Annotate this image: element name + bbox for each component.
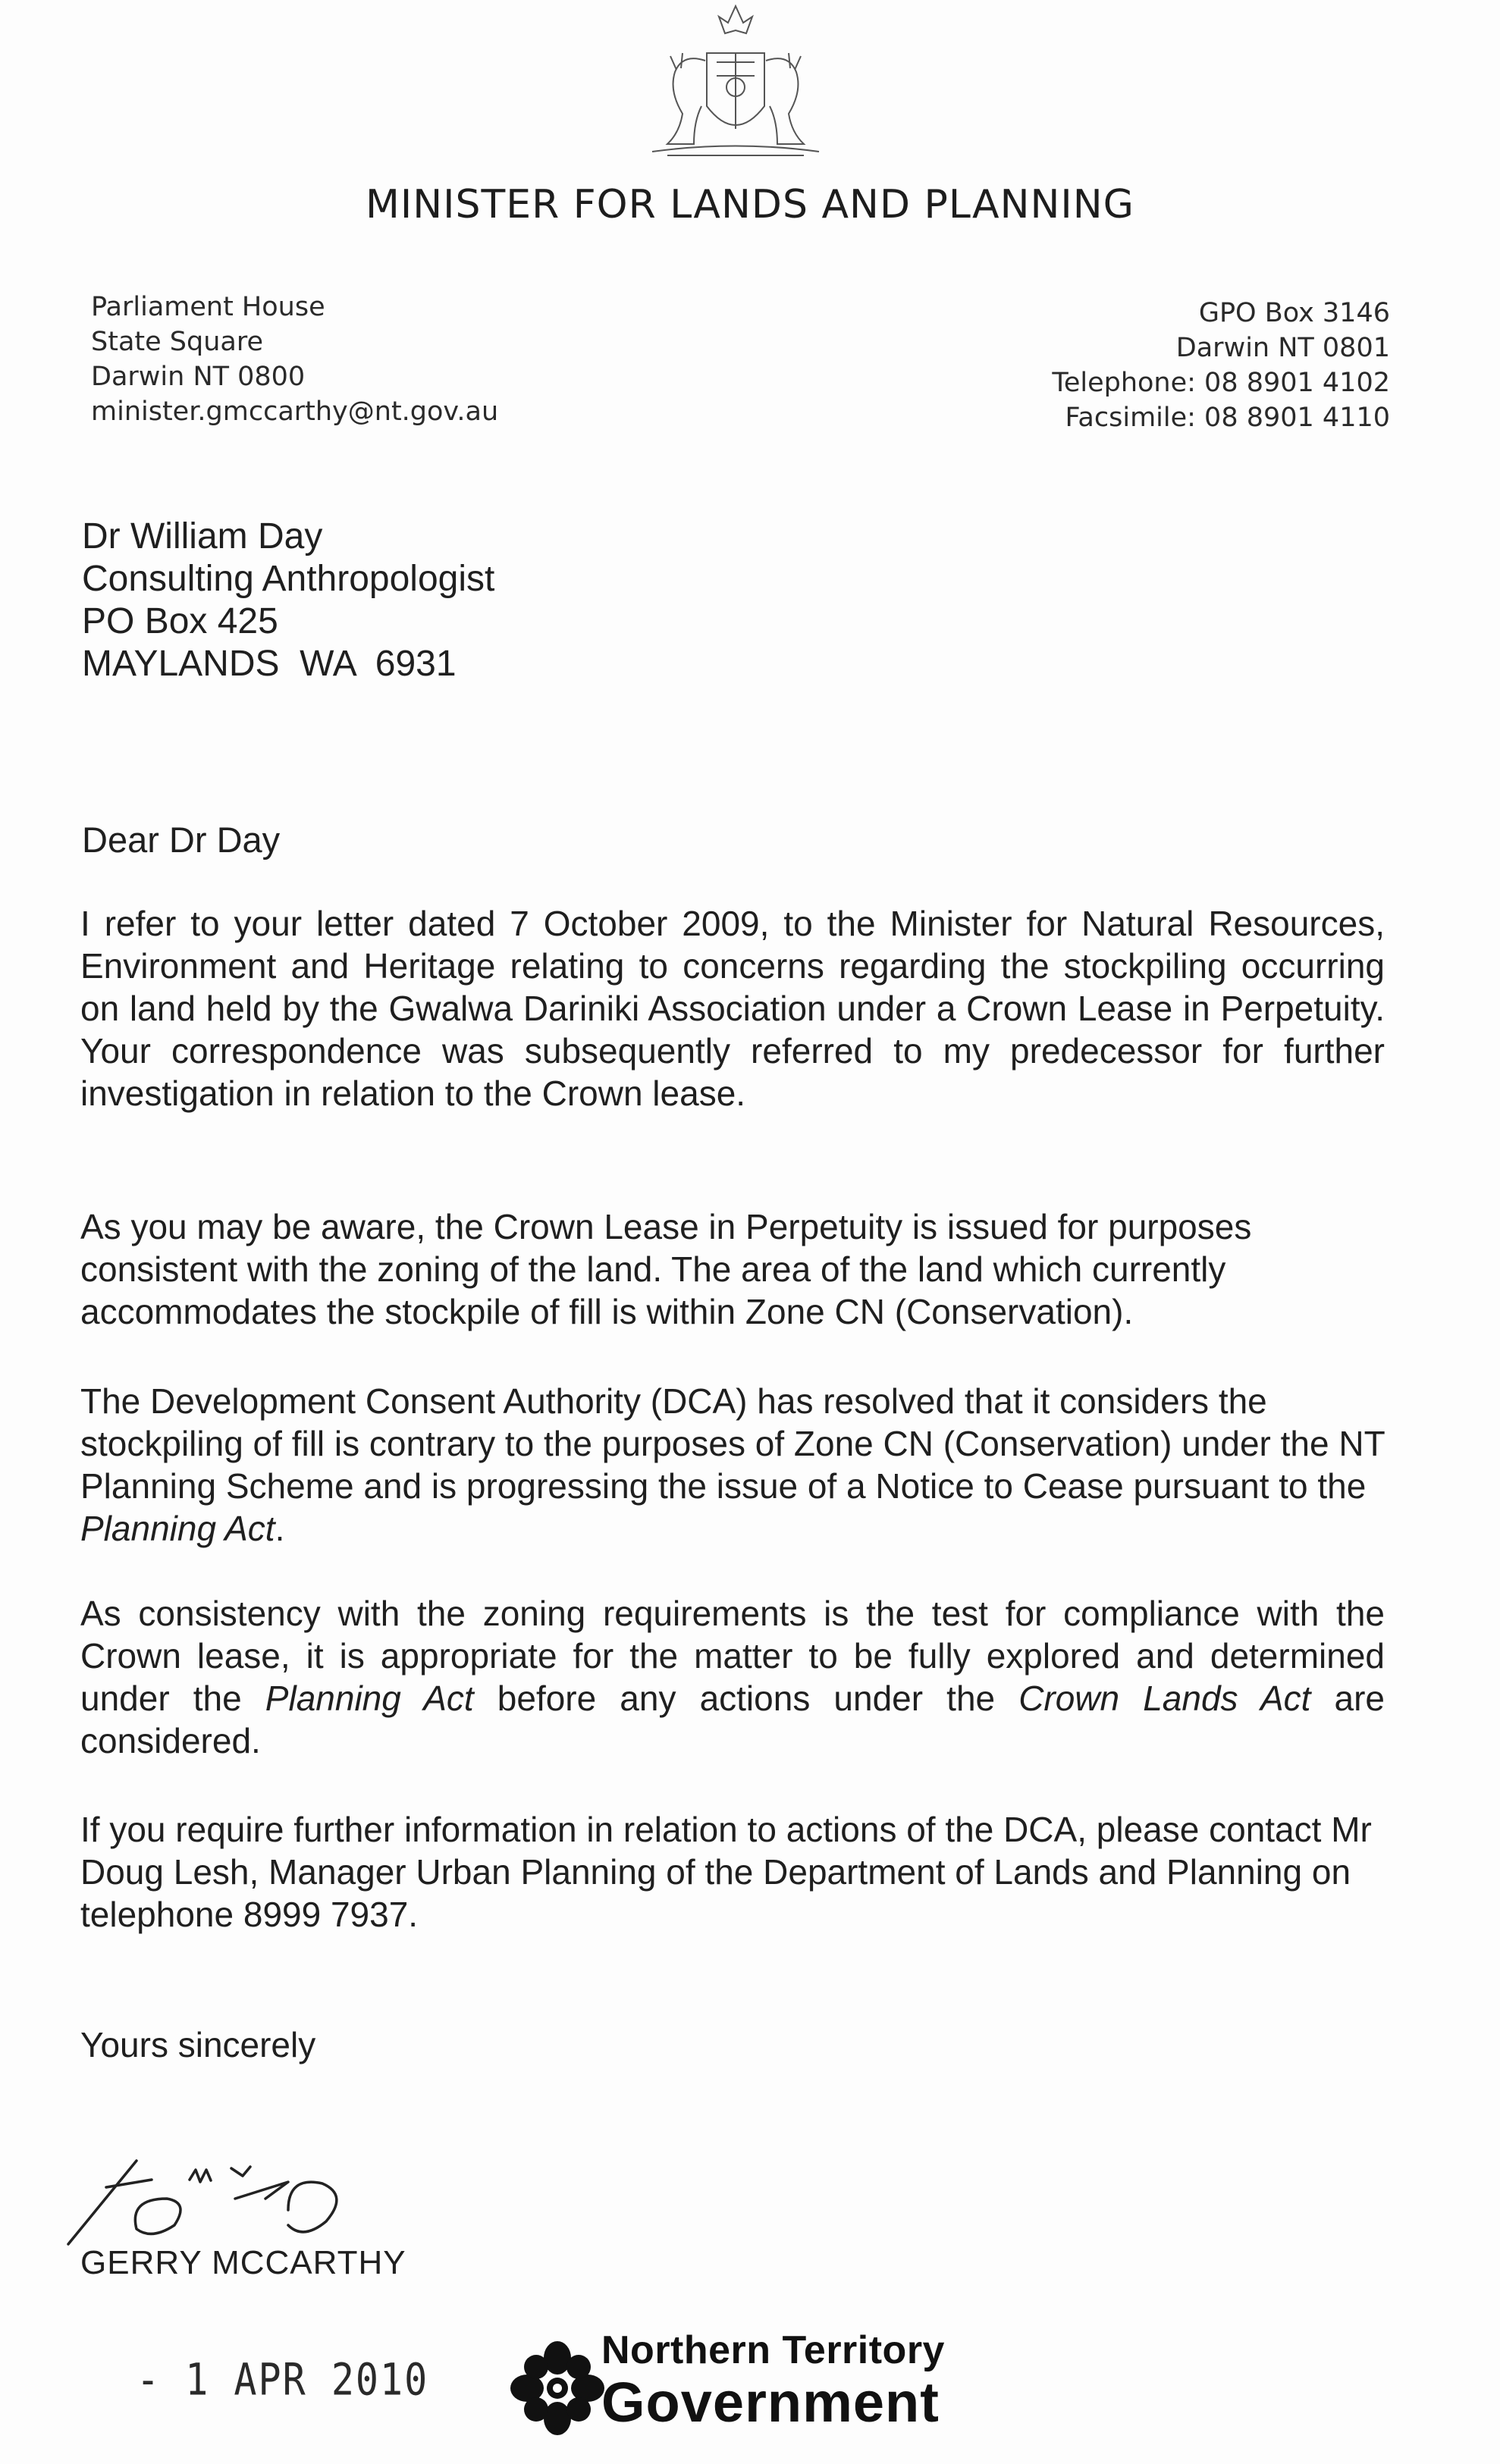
signatory-name: GERRY MCCARTHY [80, 2244, 406, 2281]
paragraph-4-end: are considered. [80, 1679, 1385, 1760]
recipient-address [82, 516, 494, 685]
logo-line-government: Government [601, 2371, 940, 2434]
address-line: GPO Box 3146 [1198, 298, 1390, 328]
telephone-line: Telephone: 08 8901 4102 [1052, 368, 1390, 398]
paragraph-4-text: As consistency with the zoning requirements is the test for compliance with the Crown lease, it is appropriate for the matter to be fully explored and determined under the [80, 1594, 1385, 1718]
paragraph-4-middle: before any actions under the [473, 1679, 1019, 1718]
email-address: minister.gmccarthy@nt.gov.au [91, 397, 499, 427]
date-stamp: - 1 APR 2010 [137, 2354, 429, 2406]
paragraph-4 [80, 1592, 1385, 1762]
paragraph-1: I refer to your letter dated 7 October 2009, to the Minister for Natural Resources, Environment and Heritage relating to concerns regarding the stockpiling occurring on land held by the Gwalwa Dariniki Association under a Crown Lease in Perpetuity. Your correspondence was subsequently referred to my predecessor for further investigation in relation to the Crown lease. [80, 904, 1385, 1113]
recipient-title: Consulting Anthropologist [82, 559, 495, 599]
address-line: Darwin NT 0800 [91, 362, 306, 392]
nt-government-logo [504, 2328, 967, 2449]
logo-line-northern-territory: Northern Territory [601, 2328, 945, 2372]
paragraph-5: If you require further information in relation to actions of the DCA, please contact Mr Doug Lesh, Manager Urban Planning of the Department of Lands and Planning on telephone 8999 7937. [80, 1810, 1372, 1934]
recipient-po-box: PO Box 425 [82, 601, 278, 641]
paragraph-2: As you may be aware, the Crown Lease in Perpetuity is issued for purposes consistent with the zoning of the land. The area of the land which currently accommodates the stockpile of fill is within Zone CN (Conservation). [80, 1207, 1252, 1331]
address-line: Parliament House [91, 292, 325, 322]
closing: Yours sincerely [80, 2025, 316, 2064]
sender-address-right [1052, 296, 1390, 435]
recipient-suburb: MAYLANDS WA 6931 [82, 644, 457, 684]
crown-lands-act-italic: Crown Lands Act [1018, 1679, 1311, 1718]
recipient-name: Dr William Day [82, 516, 323, 556]
paragraph-3-end: . [275, 1509, 285, 1548]
facsimile-line: Facsimile: 08 8901 4110 [1065, 403, 1390, 433]
sender-address-left [91, 290, 498, 429]
planning-act-italic: Planning Act [80, 1509, 275, 1548]
handwritten-signature [61, 2115, 455, 2252]
minister-title: MINISTER FOR LANDS AND PLANNING [366, 182, 1134, 227]
address-line: Darwin NT 0801 [1175, 333, 1390, 363]
paragraph-3 [80, 1380, 1385, 1550]
planning-act-italic: Planning Act [265, 1679, 474, 1718]
paragraph-3-text: The Development Consent Authority (DCA) has resolved that it considers the stockpiling of fill is contrary to the purposes of Zone CN (Conservation) under the NT Planning Scheme and is progressing the issue of a Notice to Cease pursuant to the [80, 1381, 1385, 1506]
nt-coat-of-arms-icon [622, 0, 849, 167]
nt-government-flower-icon [504, 2335, 610, 2441]
salutation: Dear Dr Day [82, 820, 281, 860]
address-line: State Square [91, 327, 263, 357]
